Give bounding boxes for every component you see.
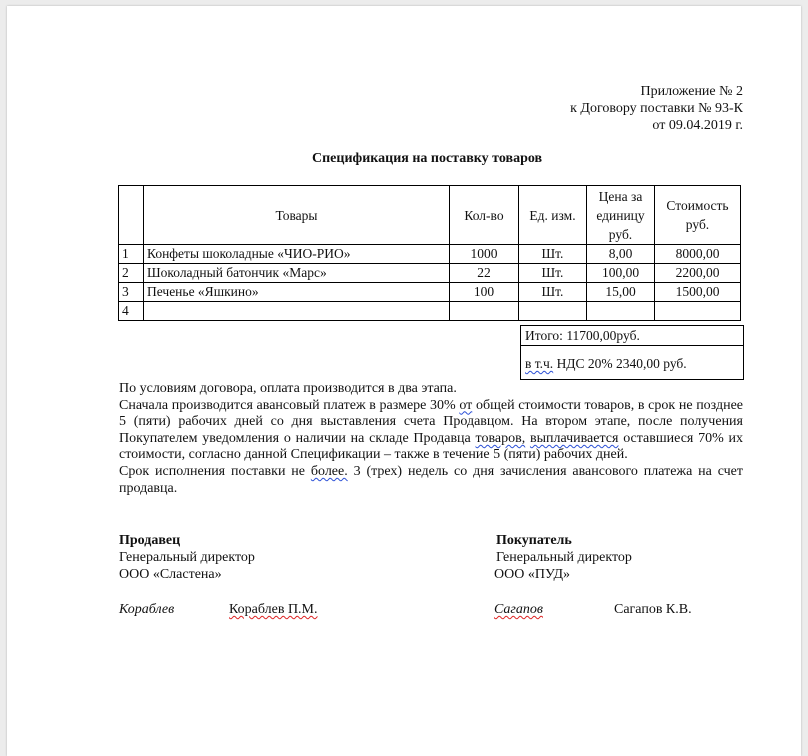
row-number: 3 [119, 283, 144, 302]
product-price: 100,00 [587, 264, 655, 283]
product-cost [655, 302, 741, 321]
product-price: 8,00 [587, 245, 655, 264]
product-name: Конфеты шоколадные «ЧИО-РИО» [144, 245, 450, 264]
header-unit-price: Цена за единицу руб. [587, 186, 655, 245]
header-unit: Ед. изм. [519, 186, 587, 245]
product-cost: 1500,00 [655, 283, 741, 302]
table-row [119, 264, 741, 283]
row-number: 4 [119, 302, 144, 321]
buyer-signature: Сагапов [494, 602, 543, 617]
vat-text: НДС 20% 2340,00 руб. [556, 356, 687, 371]
product-name [144, 302, 450, 321]
seller-company: ООО «Сластена» [119, 567, 222, 582]
vat-line [521, 346, 743, 379]
total-value: 11700,00руб. [566, 328, 640, 343]
product-price: 15,00 [587, 283, 655, 302]
product-name: Шоколадный батончик «Марс» [144, 264, 450, 283]
product-price [587, 302, 655, 321]
header-goods: Товары [144, 186, 450, 245]
seller-position: Генеральный директор [119, 550, 255, 565]
seller-name: Кораблев П.М. [229, 602, 318, 617]
header-number-cell [119, 186, 144, 245]
buyer-heading: Покупатель [496, 533, 572, 548]
totals-box [520, 325, 744, 380]
seller-signature: Кораблев [119, 602, 175, 617]
table-row [119, 302, 741, 321]
document-title: Спецификация на поставку товаров [312, 151, 543, 166]
total-line [521, 326, 743, 346]
buyer-position: Генеральный директор [496, 550, 632, 565]
product-unit: Шт. [519, 245, 587, 264]
row-number: 2 [119, 264, 144, 283]
product-cost: 8000,00 [655, 245, 741, 264]
product-name: Печенье «Яшкино» [144, 283, 450, 302]
header-quantity: Кол-во [450, 186, 519, 245]
document-page [7, 6, 801, 756]
product-quantity: 22 [450, 264, 519, 283]
table-row [119, 283, 741, 302]
contract-reference: к Договору поставки № 93-К [570, 101, 743, 116]
vat-prefix: в т.ч. [525, 356, 554, 371]
advance-payment-text: Сначала производится авансовый платеж в размере 30% от общей стоимости товаров, в срок не позднее 5 (пяти) рабочих дней со дня выставления счета Продавцом. На втором этапе, после получения Покупателем уведомления о наличии на складе Продавца товаров, выплачивается оставшиеся 70% их стоимости, согласно данной Спецификации – также в течение 5 (пяти) рабочих дней. [119, 397, 743, 463]
product-quantity [450, 302, 519, 321]
appendix-number: Приложение № 2 [640, 84, 743, 99]
product-quantity: 1000 [450, 245, 519, 264]
header-cost: Стоимость руб. [655, 186, 741, 245]
product-quantity: 100 [450, 283, 519, 302]
product-cost: 2200,00 [655, 264, 741, 283]
buyer-company: ООО «ПУД» [494, 567, 570, 582]
product-unit: Шт. [519, 283, 587, 302]
row-number: 1 [119, 245, 144, 264]
table-header-row [119, 186, 741, 245]
product-unit: Шт. [519, 264, 587, 283]
product-unit [519, 302, 587, 321]
payment-terms [119, 381, 743, 497]
seller-heading: Продавец [119, 533, 181, 548]
payment-stages-text: По условиям договора, оплата производится в два этапа. [119, 381, 457, 396]
delivery-term-text: Срок исполнения поставки не более. 3 (трех) недель со дня зачисления авансового платежа на счет продавца. [119, 463, 744, 496]
buyer-name: Сагапов К.В. [614, 602, 692, 617]
table-row [119, 245, 741, 264]
total-label: Итого: [525, 328, 563, 343]
specification-table [118, 185, 741, 321]
contract-date: от 09.04.2019 г. [652, 118, 743, 133]
